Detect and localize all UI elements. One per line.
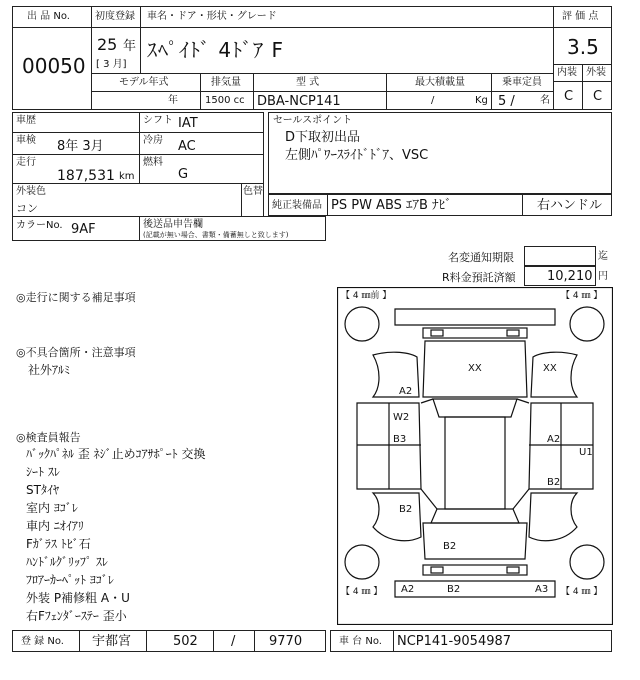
reg-label: 登 録 No. xyxy=(21,636,64,647)
mark-a3-bumper: A3 xyxy=(535,584,549,595)
car-damage-diagram xyxy=(337,287,613,625)
load-cell xyxy=(386,91,492,110)
capacity-label: 乗車定員 xyxy=(502,77,542,88)
inspector-line-5: 車内 ﾆｵｲｱﾘ xyxy=(26,519,84,533)
lot-label: 出 品 No. xyxy=(27,11,70,22)
front-plate-inner xyxy=(431,330,443,336)
color-change-cell xyxy=(241,183,264,217)
inspector-line-6: Fｶﾞﾗｽ ﾄﾋﾞ石 xyxy=(26,537,91,551)
capacity: 5 / xyxy=(498,94,515,109)
load-label-cell xyxy=(386,73,492,92)
color-no-value: 9AF xyxy=(71,222,96,237)
load-unit: Kg xyxy=(475,95,488,106)
shift-label: シフト xyxy=(143,115,173,126)
first-reg-label-cell xyxy=(91,6,141,28)
reg-kana: / xyxy=(231,634,236,649)
chassis-value: NCP141-9054987 xyxy=(397,634,512,649)
inspector-line-2: ｼｰﾄ ｽﾚ xyxy=(26,465,60,479)
ext-color-label: 外装色 xyxy=(16,186,46,197)
load-label: 最大積載量 xyxy=(415,77,465,88)
rear-left-fender xyxy=(373,493,421,541)
mark-xx-front: XX xyxy=(468,363,482,374)
front-plate-inner-2 xyxy=(507,330,519,336)
reg-place: 宇都宮 xyxy=(92,634,132,649)
capacity-label-cell xyxy=(491,73,554,92)
car-name-cell xyxy=(140,27,554,74)
windshield xyxy=(433,399,517,417)
model-year-cell xyxy=(91,91,201,110)
reg-kana-cell xyxy=(213,630,255,652)
score-cell xyxy=(553,27,612,65)
first-reg-year-unit: 年 xyxy=(123,39,137,54)
chassis-label-cell xyxy=(330,630,394,652)
sales-point-cell xyxy=(268,112,612,194)
interior-label: 内装 xyxy=(557,67,577,78)
displacement: 1500 cc xyxy=(205,95,245,106)
recycle-value: 10,210 xyxy=(547,269,593,284)
mark-b2-left-rear: B2 xyxy=(399,504,413,515)
notes-section xyxy=(16,292,326,632)
reg-label-cell xyxy=(12,630,80,652)
exterior-grade: C xyxy=(593,89,603,104)
color-no-label: カラーNo. xyxy=(16,220,63,231)
trunk xyxy=(423,523,527,559)
inspector-line-1: ﾊﾞｯｸﾊﾟﾈﾙ 歪 ﾈｼﾞ止めｺｱｻﾎﾟｰﾄ 交換 xyxy=(26,447,206,461)
aftermarket-note: (記載が無い場合、書類・備蓄無しと致します) xyxy=(143,231,289,239)
recycle-unit: 円 xyxy=(598,271,608,282)
mark-a2-left-front: A2 xyxy=(399,386,413,397)
ac-cell xyxy=(139,132,264,155)
type-value: DBA-NCP141 xyxy=(257,94,341,109)
tire-rear-left xyxy=(345,545,379,579)
model-year-label: モデル年式 xyxy=(119,77,169,88)
type-label-cell xyxy=(253,73,387,92)
inspector-line-4: 室内 ﾖｺﾞﾚ xyxy=(26,501,78,515)
ac-label: 冷房 xyxy=(143,135,163,146)
equipment-label: 純正装備品 xyxy=(272,200,322,211)
equipment-label-cell xyxy=(268,194,328,216)
inspection-value: 8年 3月 xyxy=(57,139,104,154)
car-name-label: 車名・ドア・形状・グレード xyxy=(147,11,277,22)
type-cell xyxy=(253,91,387,110)
tire-front-right xyxy=(570,307,604,341)
mark-w2: W2 xyxy=(393,412,410,423)
defects-label: ◎不具合箇所・注意事項 xyxy=(16,346,136,359)
history-cell xyxy=(12,112,140,133)
lot-number-cell xyxy=(12,27,92,110)
aftermarket-label: 後送品申告欄 xyxy=(143,219,203,230)
name-change-unit: 迄 xyxy=(598,251,608,262)
exterior-grade-cell xyxy=(582,81,612,110)
displacement-cell xyxy=(200,91,254,110)
rear-right-fender xyxy=(529,493,577,541)
roof xyxy=(445,417,505,509)
equipment-items: PS PW ABS ｴｱB ﾅﾋﾞ xyxy=(331,198,452,213)
name-change-label: 名変通知期限 xyxy=(448,251,514,264)
inspection-label: 車検 xyxy=(16,135,36,146)
displacement-label: 排気量 xyxy=(211,77,241,88)
mark-a2-bumper: A2 xyxy=(401,584,415,595)
mark-u1: U1 xyxy=(579,447,593,458)
mileage-cell xyxy=(12,154,140,184)
shift-cell xyxy=(139,112,264,133)
inspector-line-8: ﾌﾛｱｰｶｰﾍﾟｯﾄ ﾖｺﾞﾚ xyxy=(26,573,114,587)
mark-b2-right-rear: B2 xyxy=(547,477,561,488)
inspection-cell xyxy=(12,132,140,155)
mark-a2-right-door: A2 xyxy=(547,434,561,445)
interior-label-cell xyxy=(553,64,583,82)
mark-xx-right: XX xyxy=(543,363,557,374)
tire-front-left xyxy=(345,307,379,341)
inspector-line-7: ﾊﾝﾄﾞﾙｸﾞﾘｯﾌﾟ ｽﾚ xyxy=(26,555,108,569)
tire-tr-label: 【 4 ㎜ 】 xyxy=(561,291,603,301)
aftermarket-cell xyxy=(139,216,326,241)
fuel-label: 燃料 xyxy=(143,157,163,168)
first-reg-label: 初度登録 xyxy=(95,11,135,22)
front-bumper xyxy=(395,309,555,325)
load-sep: / xyxy=(431,95,435,106)
handle-cell xyxy=(522,194,612,216)
model-year-label-cell xyxy=(91,73,201,92)
color-no-cell xyxy=(12,216,140,241)
rear-bumper xyxy=(395,581,555,597)
reg-number-cell xyxy=(254,630,326,652)
capacity-unit: 名 xyxy=(540,95,550,106)
inspector-line-9: 外装 P補修粗 A・U xyxy=(26,591,130,605)
mileage-label: 走行 xyxy=(16,157,36,168)
ac-value: AC xyxy=(178,139,196,154)
interior-grade: C xyxy=(564,89,574,104)
exterior-label: 外装 xyxy=(586,67,606,78)
chassis-cell xyxy=(393,630,612,652)
score-label-cell xyxy=(553,6,612,28)
reg-number: 9770 xyxy=(269,634,303,649)
front-right-fender xyxy=(531,352,577,397)
car-name-label-cell xyxy=(140,6,554,28)
ext-color-cell xyxy=(12,183,242,217)
displacement-label-cell xyxy=(200,73,254,92)
fuel-value: G xyxy=(178,167,189,182)
capacity-cell xyxy=(491,91,554,110)
rear-window xyxy=(431,509,519,523)
tire-bl-label: 【 4 ㎜ 】 xyxy=(341,587,383,597)
driving-notes-label: ◎走行に関する補足事項 xyxy=(16,291,136,304)
reg-place-cell xyxy=(79,630,147,652)
equipment-cell xyxy=(327,194,523,216)
inspector-line-3: STﾀｲﾔ xyxy=(26,483,59,497)
shift-value: IAT xyxy=(178,116,198,131)
tire-br-label: 【 4 ㎜ 】 xyxy=(561,587,603,597)
mileage-unit: km xyxy=(119,171,135,182)
recycle-label: R料金預託済額 xyxy=(442,271,516,284)
mark-b2-rear: B2 xyxy=(443,541,457,552)
sales-point-line-2: 左側ﾊﾟﾜｰｽﾗｲﾄﾞﾄﾞｱ、VSC xyxy=(285,148,429,163)
sales-point-line-1: D下取初出品 xyxy=(285,130,361,145)
type-label: 型 式 xyxy=(296,77,320,88)
name-change-cell xyxy=(524,246,596,266)
score-value: 3.5 xyxy=(567,35,599,59)
tire-tl-label: 【 4 ㎜前 】 xyxy=(341,291,392,301)
model-year-unit: 年 xyxy=(168,95,178,106)
history-label: 車歴 xyxy=(16,115,36,126)
reg-class: 502 xyxy=(173,634,198,649)
chassis-label: 車 台 No. xyxy=(339,636,382,647)
first-reg-year: 25 xyxy=(97,35,118,54)
sales-point-label: セールスポイント xyxy=(273,115,353,126)
mark-b2-bumper: B2 xyxy=(447,584,461,595)
lot-number: 00050 xyxy=(22,54,86,78)
fuel-cell xyxy=(139,154,264,184)
recycle-cell xyxy=(524,266,596,286)
reg-class-cell xyxy=(146,630,214,652)
first-reg-cell xyxy=(91,27,141,74)
first-reg-month: [ 3 月] xyxy=(96,59,127,70)
ext-color-value: コン xyxy=(16,202,38,215)
inspector-line-10: 右Fﾌｪﾝﾀﾞｰｽﾃｰ 歪小 xyxy=(26,609,127,623)
interior-grade-cell xyxy=(553,81,583,110)
car-name: ｽﾍﾟｲﾄﾞ 4ﾄﾞｱ F xyxy=(147,38,284,62)
color-change-label: 色替 xyxy=(243,186,263,197)
mileage-value: 187,531 xyxy=(57,168,115,184)
score-label: 評 価 点 xyxy=(562,11,599,22)
exterior-label-cell xyxy=(582,64,612,82)
inspector-label: ◎検査員報告 xyxy=(16,431,81,444)
tire-rear-right xyxy=(570,545,604,579)
mark-b3: B3 xyxy=(393,434,407,445)
handle-value: 右ハンドル xyxy=(537,198,603,213)
defects-line-1: 社外ｱﾙﾐ xyxy=(28,363,71,377)
lot-label-cell xyxy=(12,6,92,28)
